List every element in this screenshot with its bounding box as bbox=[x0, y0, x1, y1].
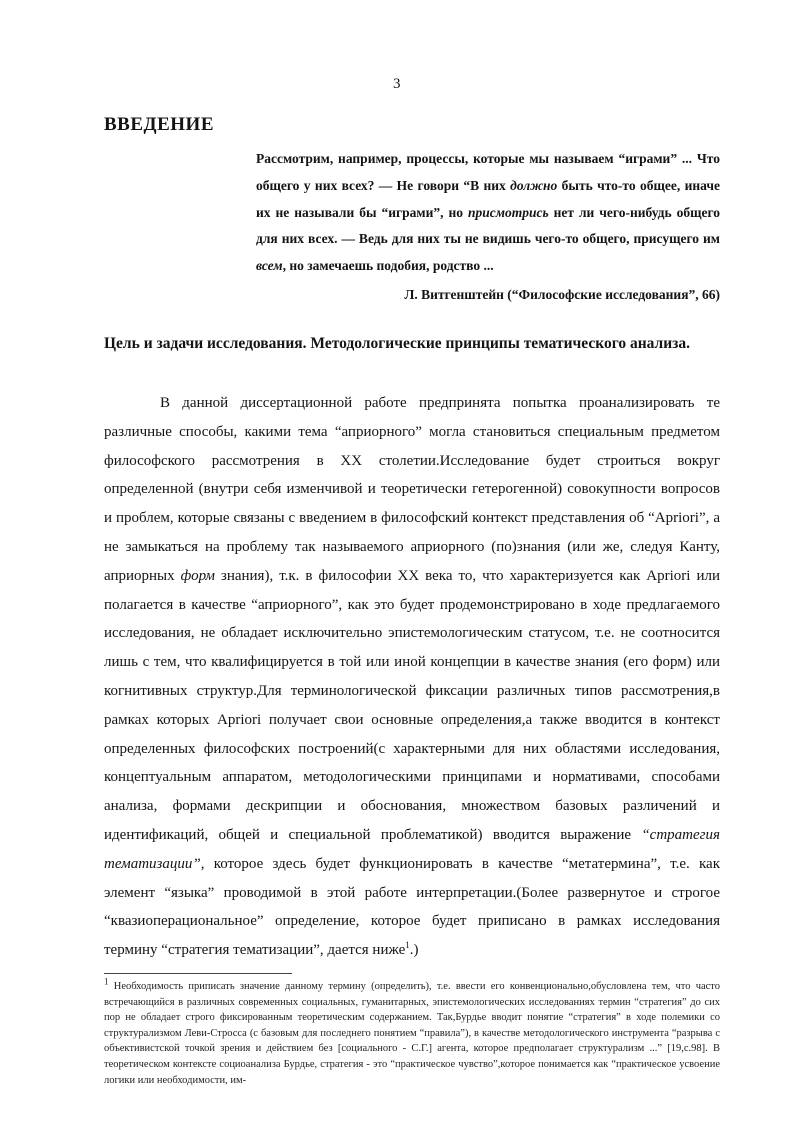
footnote-reference[interactable]: 1 bbox=[405, 940, 410, 951]
epigraph-text-4: , но замечаешь подобия, родство ... bbox=[282, 258, 494, 274]
epigraph bbox=[256, 146, 720, 309]
body-emphasis-strategy: “стратегия тематизации” bbox=[104, 826, 720, 872]
epigraph-emphasis-3: всем bbox=[256, 258, 283, 274]
epigraph-emphasis-1: должно bbox=[510, 177, 558, 193]
epigraph-text-2: быть что-то общее, иначе их не называли бы “играми”, но bbox=[256, 177, 720, 220]
footnote-divider bbox=[104, 973, 292, 974]
body-text-3: , которое здесь будет функционировать в качестве “метатермина”, т.е. как элемент “языка” проводимой в этой работе интерпретации.(Более развернутое и строгое “квазиоперациональное” определение, которое будет приписано в рамках исследования термину “стратегия тематизации”, дается ниже bbox=[104, 855, 720, 959]
body-text-4: .) bbox=[409, 942, 419, 959]
body-text-2: знания), т.к. в философии XX века то, что характеризуется как Apriori или полагается в качестве “априорного”, как это будет продемонстрировано в ходе предлагаемого исследования, не обладает исключительно эпистемологическим статусом, т.е. не соотносится лишь с тем, что квалифицируется в той или иной концепции в качестве знания (его форм) или когнитивных структур.Для терминологической фиксации различных типов рассмотрения,в рамках которых Apriori получает свои основные определения,а также вводится в контекст определенных философских построений(с характерными для них областями исследования, концептуальным аппаратом, методологическими принципами и нормативами, способами анализа, формами дескрипции и обоснования, множеством базовых различений и идентификаций, общей и специальной проблематикой) вводится выражение bbox=[104, 567, 720, 843]
footnote bbox=[104, 976, 721, 1088]
page-number: 3 bbox=[393, 76, 401, 92]
section-title: Цель и задачи исследования. Методологические принципы тематического анализа. bbox=[104, 335, 691, 352]
epigraph-emphasis-2: присмотрись bbox=[467, 204, 549, 220]
body-text-1: В данной диссертационной работе предпринята попытка проанализировать те различные способы, какими тема “априорного” могла становиться специальным предметом философского рассмотрения в XX столетии.Исследование будет строиться вокруг определенной (внутри себя изменчивой и теоретически гетерогенной) совокупности вопросов и проблем, которые связаны с введением в философский контекст представления об “Apriori”, а не замыкаться на проблему так называемого априорного (по)знания (или же, следуя Канту, априорных bbox=[104, 395, 720, 584]
footnote-marker: 1 bbox=[104, 976, 109, 987]
epigraph-text-1: Рассмотрим, например, процессы, которые мы называем “играми” ... Что общего у них всех? — Не говори “В них bbox=[256, 151, 720, 193]
footnote-text: Необходимость приписать значение данному термину (определить), т.е. ввести его конвенционально,обусловлена тем, что часто встречающийся в различных современных социальных, гуманитарных, эпистемологических исследованиях термин “стратегия” до сих пор не обладает строго фиксированным теоретическим содержанием. Так,Бурдье вводит понятие “стратегия” в ходе полемики со структурализмом Леви-Стросса (с базовым для последнего понятием “правила”), в качестве методологического инструмента “разрыва с объективистской точкой зрения и действием без [социального - С.Г.] агента, которое предполагает структурализм ...” [19,с.98]. В теоретическом контексте социоанализа Бурдье, стратегия - это “практическое чувство”,которое понимается как “практическое усвоение логики или необходимости, им- bbox=[104, 981, 721, 1086]
epigraph-text-3: нет ли чего-нибудь общего для них всех. — Ведь для них ты не видишь чего-то общего, присущего им bbox=[256, 204, 721, 247]
body-emphasis-forms: форм bbox=[180, 567, 215, 584]
introduction-heading: ВВЕДЕНИЕ bbox=[104, 114, 214, 135]
body-paragraph bbox=[104, 389, 720, 965]
epigraph-attribution: Л. Витгенштейн (“Философские исследования”, 66) bbox=[404, 286, 720, 302]
epigraph-quote bbox=[256, 146, 720, 280]
